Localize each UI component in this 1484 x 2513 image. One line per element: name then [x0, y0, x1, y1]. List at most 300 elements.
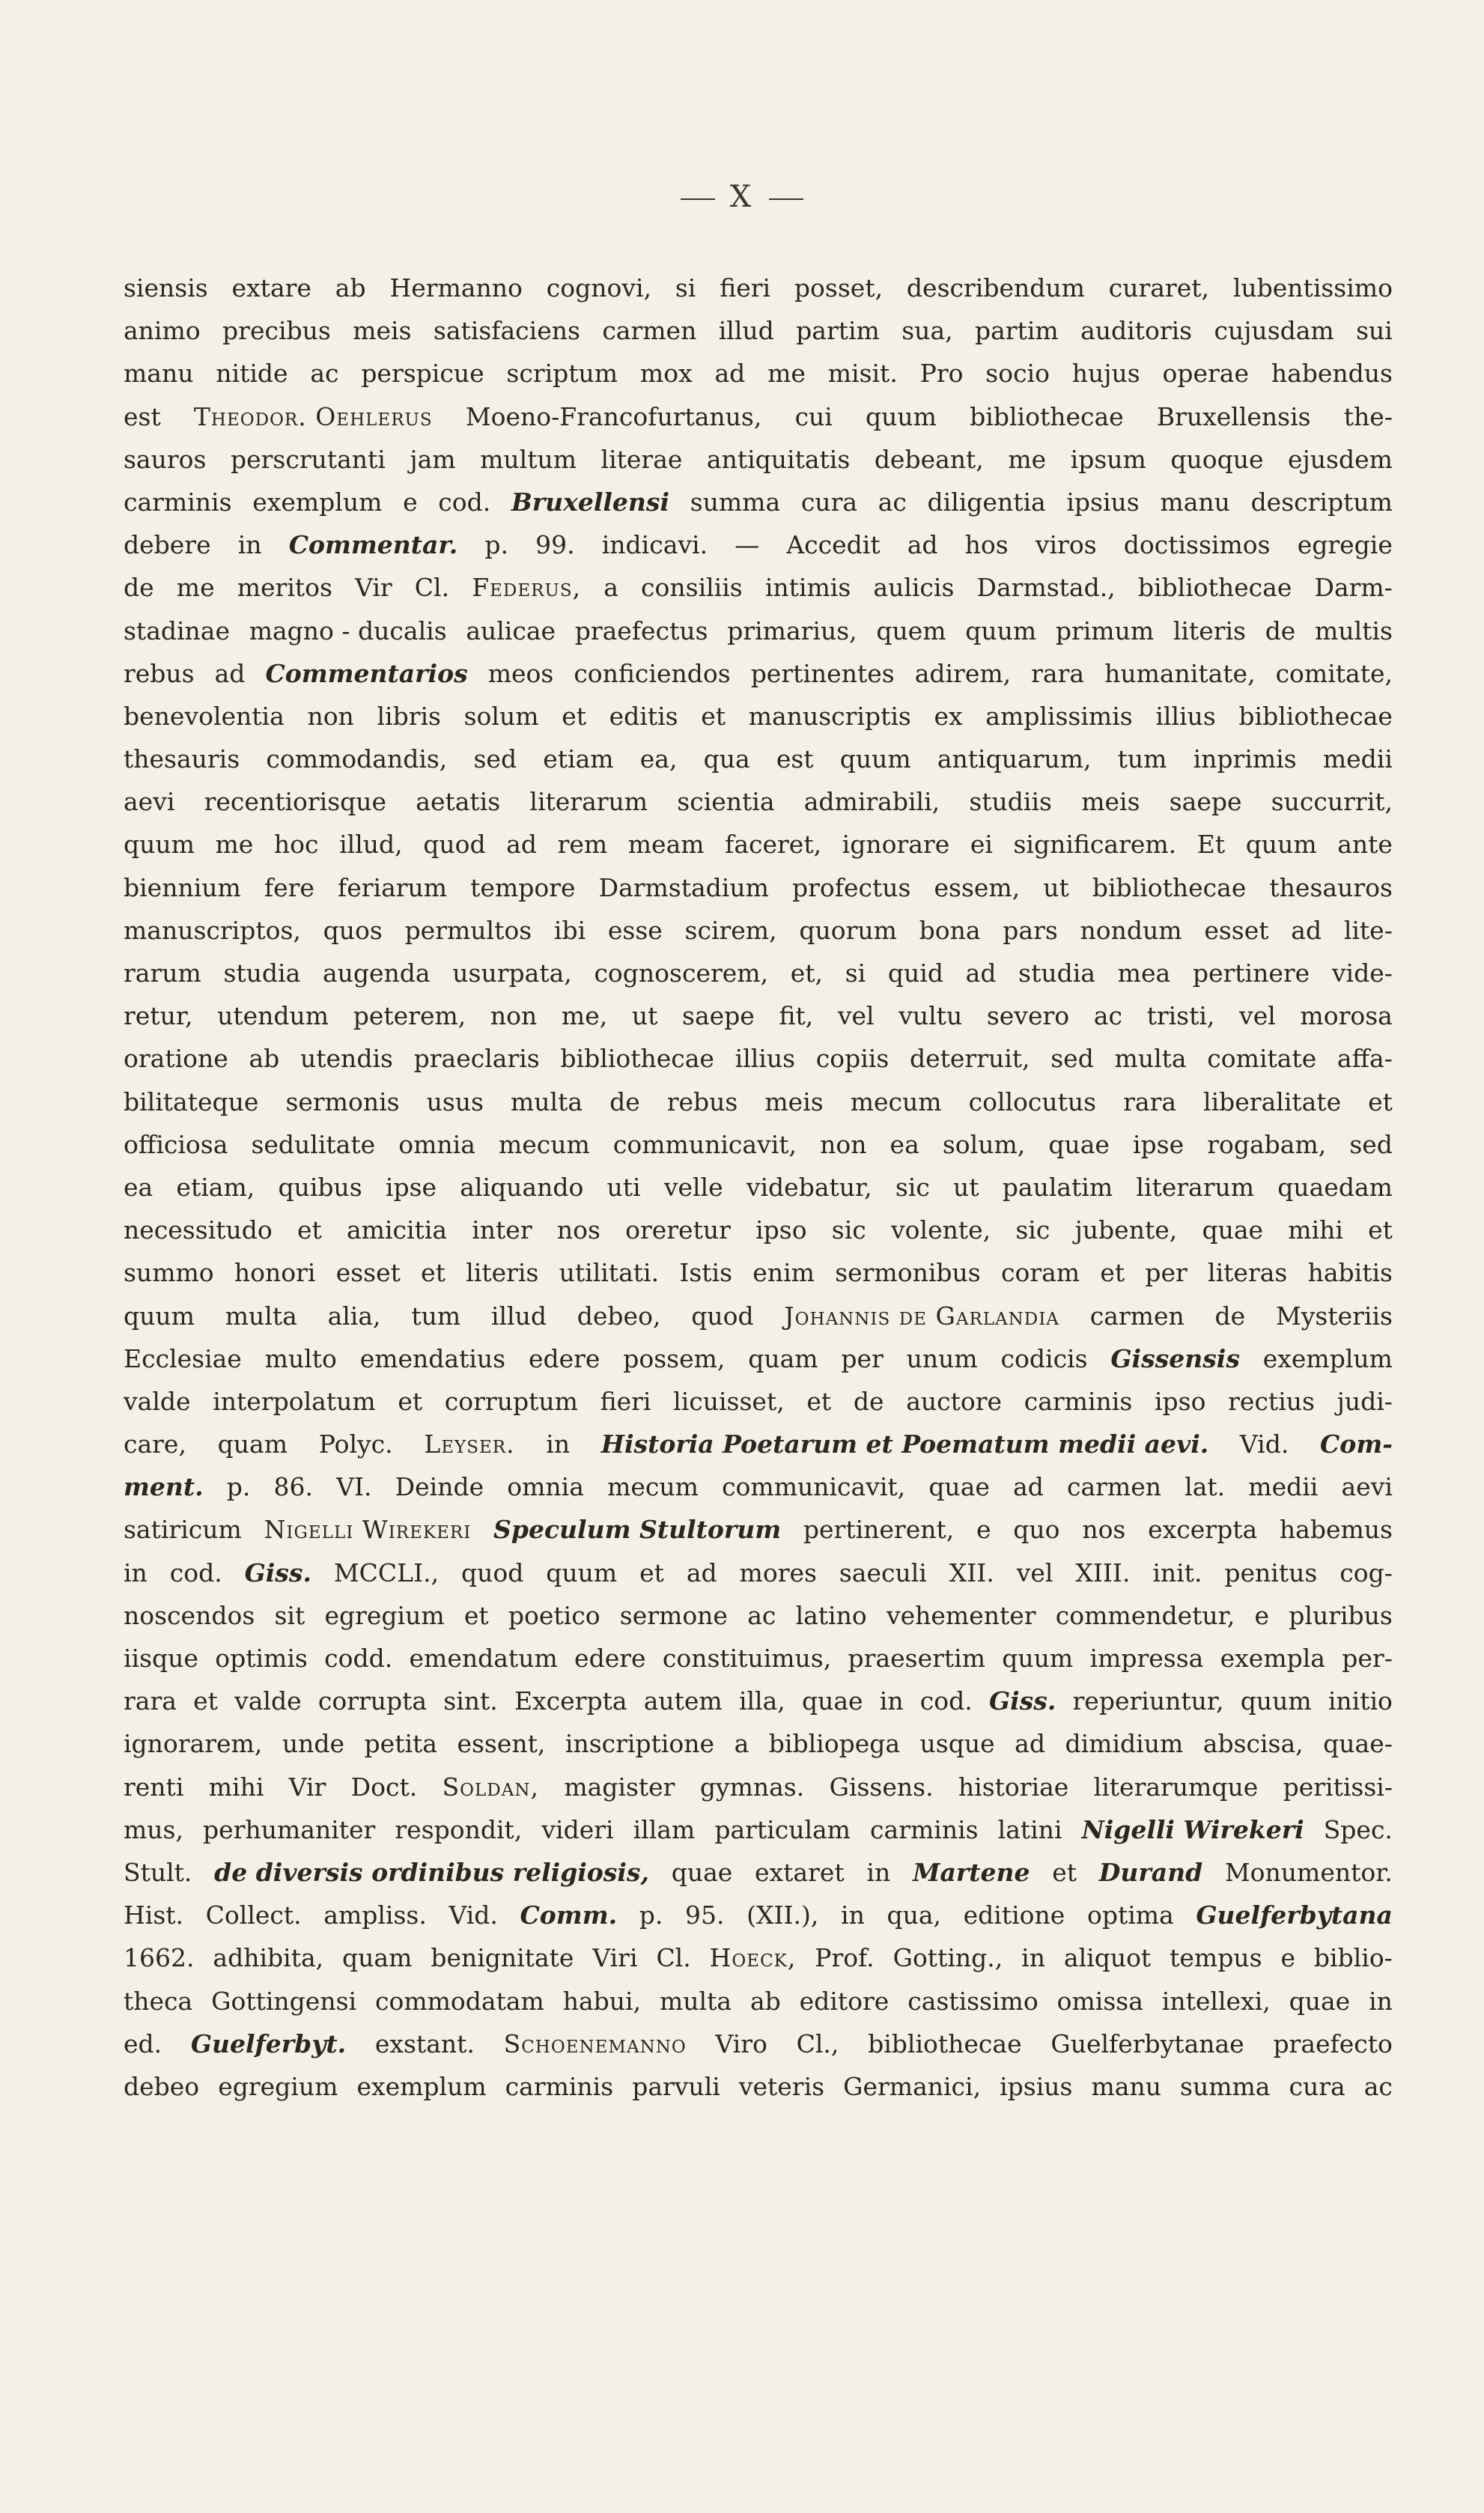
- word: bibliothecae: [1238, 701, 1393, 731]
- word: inprimis: [1193, 744, 1297, 774]
- text-line: [124, 273, 1393, 316]
- word: 95.: [685, 1900, 725, 1930]
- word: quaedam: [1277, 1172, 1393, 1202]
- word: honori: [234, 1258, 316, 1288]
- text-line: [124, 1001, 1393, 1044]
- word: adhibita,: [213, 1943, 324, 1973]
- word: peterem,: [353, 1001, 466, 1031]
- word: ante: [1337, 830, 1393, 860]
- word: Soldan,: [442, 1772, 539, 1802]
- word: carminis: [870, 1814, 979, 1844]
- word: —: [735, 530, 760, 560]
- word: siensis: [124, 273, 208, 303]
- word: pertinerent,: [803, 1515, 955, 1545]
- word: ad: [686, 1558, 717, 1587]
- word: multum: [480, 444, 577, 474]
- word: quae: [1048, 1129, 1110, 1159]
- word: tempus: [1170, 1943, 1262, 1973]
- word: de diversis ordinibus religiosis,: [214, 1857, 649, 1887]
- word: Vir: [288, 1772, 326, 1802]
- word: e: [976, 1515, 991, 1545]
- word: per-: [1342, 1644, 1393, 1673]
- word: dimidium: [1065, 1729, 1184, 1759]
- word: multa: [225, 1301, 297, 1331]
- word: rebus: [666, 1087, 738, 1116]
- text-line: [124, 1772, 1393, 1815]
- text-line: [124, 316, 1393, 359]
- word: Leyser.: [424, 1429, 515, 1459]
- word: initio: [1328, 1686, 1393, 1716]
- word: et: [193, 1686, 218, 1716]
- word: pars: [1003, 915, 1058, 945]
- word: misit.: [827, 359, 898, 389]
- word: in: [237, 530, 262, 560]
- word: Spec.: [1323, 1814, 1393, 1844]
- word: rara: [1123, 1087, 1177, 1116]
- word: me: [215, 830, 254, 860]
- word: manu: [124, 359, 194, 389]
- word: a: [603, 573, 618, 603]
- word: literae: [600, 444, 683, 474]
- word: summa: [690, 487, 781, 517]
- word: debere: [124, 530, 211, 560]
- word: nos: [556, 1215, 600, 1245]
- word: alia,: [327, 1301, 381, 1331]
- word: me: [767, 359, 806, 389]
- text-line: [124, 1344, 1393, 1387]
- word: literis: [466, 1258, 539, 1288]
- header-dash-left: [681, 198, 715, 200]
- word: Gissensis: [1110, 1343, 1240, 1373]
- word: per: [1145, 1258, 1187, 1288]
- word: mecum: [498, 1129, 590, 1159]
- word: ab: [749, 1986, 781, 2016]
- word: bilitateque: [124, 1087, 259, 1116]
- word: Collect.: [205, 1900, 302, 1930]
- word: jubente,: [1074, 1215, 1178, 1245]
- word: studiis: [969, 787, 1052, 817]
- word: sauros: [124, 444, 207, 474]
- word: comitate,: [1275, 658, 1393, 688]
- word: intimis: [764, 573, 851, 603]
- word: Mysteriis: [1275, 1301, 1393, 1331]
- word: carminis: [1024, 1386, 1133, 1416]
- word: lubentissimo: [1232, 273, 1393, 303]
- word: Doct.: [350, 1772, 418, 1802]
- word: summa: [1180, 2071, 1271, 2101]
- word: communicavit,: [722, 1472, 906, 1502]
- word: est: [124, 401, 161, 431]
- word: Johannis de Garlandia: [784, 1301, 1059, 1331]
- word: bibliothecae: [970, 401, 1124, 431]
- word: habemus: [1279, 1515, 1393, 1545]
- word: quam: [342, 1943, 413, 1973]
- word: medii: [1322, 744, 1393, 774]
- word: carminis: [124, 487, 232, 517]
- word: emendatum: [409, 1644, 558, 1673]
- word: ad: [907, 530, 938, 560]
- word: omnia: [398, 1129, 475, 1159]
- word: diligentia: [927, 487, 1046, 517]
- text-line: [124, 1815, 1393, 1858]
- word: ac: [878, 487, 907, 517]
- word: aetatis: [416, 787, 501, 817]
- word: adirem,: [914, 658, 1012, 688]
- word: officiosa: [124, 1129, 228, 1159]
- word: lat.: [1185, 1472, 1226, 1502]
- word: et: [562, 701, 586, 731]
- word: e: [1254, 1600, 1270, 1630]
- word: Gotting.,: [892, 1943, 1003, 1973]
- text-line: [124, 1301, 1393, 1344]
- word: Stult.: [124, 1857, 192, 1887]
- word: scirem,: [684, 915, 777, 945]
- word: particulam: [714, 1814, 851, 1844]
- word: et: [463, 1600, 489, 1630]
- word: habui,: [562, 1986, 642, 2016]
- word: ment.: [124, 1472, 204, 1502]
- word: de: [853, 1386, 884, 1416]
- word: theca: [124, 1986, 193, 2016]
- word: Giss.: [988, 1686, 1056, 1716]
- text-line: [124, 359, 1393, 401]
- word: Federus,: [472, 573, 582, 603]
- word: posset,: [794, 273, 884, 303]
- word: manu: [1160, 487, 1230, 517]
- word: Martene: [912, 1857, 1030, 1887]
- text-line: [124, 402, 1393, 445]
- word: usque: [919, 1729, 995, 1759]
- word: ab: [335, 273, 366, 303]
- text-line: [124, 487, 1393, 530]
- word: Giss.: [244, 1558, 311, 1587]
- word: corrupta: [317, 1686, 428, 1716]
- word: meritos: [237, 573, 332, 603]
- word: ad: [214, 658, 246, 688]
- word: usurpata,: [452, 958, 572, 988]
- text-line: [124, 2072, 1393, 2115]
- word: in: [879, 1686, 904, 1716]
- word: mox: [639, 359, 693, 389]
- word: consiliis: [641, 573, 743, 603]
- word: ejusdem: [1288, 444, 1393, 474]
- word: Excerpta: [514, 1686, 627, 1716]
- word: severo: [986, 1001, 1070, 1031]
- word: ampliss.: [323, 1900, 427, 1930]
- word: praeclaris: [413, 1044, 540, 1074]
- text-line: [124, 1858, 1393, 1900]
- word: carmen: [1067, 1472, 1162, 1502]
- word: Darm-: [1314, 573, 1393, 603]
- word: codd.: [324, 1644, 393, 1673]
- word: satisfaciens: [433, 316, 580, 346]
- word: quod: [691, 1301, 754, 1331]
- text-line: [124, 1258, 1393, 1301]
- word: tum: [1117, 744, 1167, 774]
- word: summo: [124, 1258, 214, 1288]
- text-line: [124, 1601, 1393, 1644]
- word: quam: [217, 1429, 288, 1459]
- word: mores: [739, 1558, 817, 1587]
- word: quum: [1240, 1686, 1312, 1716]
- word: esset: [1204, 915, 1269, 945]
- word: non: [307, 701, 354, 731]
- word: XII.: [949, 1558, 994, 1587]
- word: morosa: [1300, 1001, 1393, 1031]
- word: rara: [124, 1686, 177, 1716]
- word: sed: [473, 744, 517, 774]
- word: rarum: [124, 958, 201, 988]
- word: medii: [1248, 1472, 1319, 1502]
- word: et: [1052, 1857, 1077, 1887]
- word: Schoenemanno: [503, 2029, 687, 2058]
- word: recentiorisque: [204, 787, 387, 817]
- word: interpolatum: [213, 1386, 376, 1416]
- word: quum: [1002, 1644, 1074, 1673]
- word: ignorarem,: [124, 1729, 263, 1759]
- word: bona: [919, 915, 981, 945]
- word: paulatim: [1002, 1172, 1113, 1202]
- word: sermonibus: [835, 1258, 981, 1288]
- word: necessitudo: [124, 1215, 273, 1245]
- word: Darmstad.,: [976, 573, 1116, 603]
- word: in: [1369, 1986, 1393, 2016]
- word: ac: [747, 1600, 776, 1630]
- word: Germanici,: [843, 2071, 982, 2101]
- word: animo: [124, 316, 201, 346]
- word: quoque: [1170, 444, 1264, 474]
- text-line: [124, 1515, 1393, 1558]
- word: editore: [799, 1986, 890, 2016]
- word: non: [490, 1001, 538, 1031]
- word: carminis: [505, 2071, 614, 2101]
- word: inscriptione: [565, 1729, 715, 1759]
- word: XIII.: [1075, 1558, 1131, 1587]
- word: ad: [714, 359, 746, 389]
- word: aulicae: [466, 616, 556, 645]
- word: cognoscerem,: [594, 958, 769, 988]
- text-line: [124, 1044, 1393, 1087]
- word: amicitia: [346, 1215, 448, 1245]
- word: poetico: [508, 1600, 600, 1630]
- word: quid: [887, 958, 943, 988]
- word: et: [421, 1258, 445, 1288]
- word: socio: [985, 359, 1050, 389]
- word: et: [297, 1215, 322, 1245]
- text-line: [124, 1087, 1393, 1130]
- word: Durand: [1098, 1857, 1203, 1887]
- word: Accedit: [786, 530, 881, 560]
- word: Com-: [1320, 1429, 1393, 1459]
- word: literis: [1173, 616, 1246, 645]
- page-header: [0, 180, 1484, 214]
- word: quod: [461, 1558, 524, 1587]
- word: essem,: [934, 872, 1021, 902]
- word: descriptum: [1250, 487, 1393, 517]
- word: magister: [564, 1772, 675, 1802]
- word: viros: [1035, 530, 1097, 560]
- text-line: [124, 1173, 1393, 1215]
- text-line: [124, 573, 1393, 616]
- word: Bruxellensi: [511, 487, 670, 517]
- word: tristi,: [1146, 1001, 1215, 1031]
- word: etiam,: [176, 1172, 255, 1202]
- word: p.: [639, 1900, 663, 1930]
- text-line: [124, 1729, 1393, 1772]
- word: corruptum: [444, 1386, 578, 1416]
- word: manuscriptos,: [124, 915, 301, 945]
- word: e: [403, 487, 418, 517]
- word: multo: [264, 1343, 337, 1373]
- word: illam: [633, 1814, 696, 1844]
- word: quum: [124, 1301, 195, 1331]
- word: sint.: [443, 1686, 498, 1716]
- word: communicavit,: [612, 1129, 797, 1159]
- word: Pro: [919, 359, 964, 389]
- text-line: [124, 1130, 1393, 1173]
- header-dash-right: [769, 198, 803, 200]
- word: debeo: [124, 2071, 200, 2101]
- word: describendum: [906, 273, 1085, 303]
- word: commodatam: [374, 1986, 544, 2016]
- word: rem: [557, 830, 608, 860]
- word: extare: [231, 273, 311, 303]
- word: ad: [1015, 1729, 1045, 1759]
- word: ac: [1363, 2071, 1393, 2101]
- word: extaret: [755, 1857, 845, 1887]
- word: profectus: [791, 872, 911, 902]
- word: iisque: [124, 1644, 198, 1673]
- word: egregium: [218, 2071, 338, 2101]
- word: perscrutanti: [230, 444, 386, 474]
- word: omnia: [507, 1472, 584, 1502]
- word: et: [398, 1386, 423, 1416]
- word: Istis: [679, 1258, 733, 1288]
- word: ei: [970, 830, 993, 860]
- word: fere: [264, 872, 314, 902]
- word: sed: [1349, 1129, 1393, 1159]
- word: literarumque: [1093, 1772, 1259, 1802]
- word: in: [866, 1857, 891, 1887]
- word: non: [820, 1129, 867, 1159]
- word: manuscriptis: [748, 701, 911, 731]
- word: quum: [965, 616, 1037, 645]
- word: thesauros: [1269, 872, 1393, 902]
- word: enim: [752, 1258, 815, 1288]
- word: ea: [890, 1129, 919, 1159]
- word: init.: [1152, 1558, 1202, 1587]
- word: respondit,: [395, 1814, 523, 1844]
- word: auctore: [906, 1386, 1003, 1416]
- word: aulicis: [873, 573, 955, 603]
- word: literarum: [1136, 1172, 1255, 1202]
- word: faceret,: [725, 830, 822, 860]
- word: codicis: [1000, 1343, 1088, 1373]
- word: precibus: [222, 316, 331, 346]
- word: omissa: [1056, 1986, 1143, 2016]
- word: Vid.: [448, 1900, 498, 1930]
- word: Gissens.: [829, 1772, 934, 1802]
- word: exstant.: [374, 2029, 475, 2058]
- word: ipse: [1133, 1129, 1185, 1159]
- word: biennium: [124, 872, 241, 902]
- word: the-: [1343, 401, 1393, 431]
- word: perhumaniter: [203, 1814, 376, 1844]
- word: Deinde: [395, 1472, 484, 1502]
- word: aliquot: [1063, 1943, 1152, 1973]
- word: quum: [124, 830, 195, 860]
- word: partim: [796, 316, 880, 346]
- word: curaret,: [1108, 273, 1209, 303]
- word: intellexi,: [1161, 1986, 1271, 2016]
- word: illud: [718, 316, 774, 346]
- word: qua,: [887, 1900, 942, 1930]
- word: usus: [426, 1087, 484, 1116]
- word: exempla: [1220, 1644, 1325, 1673]
- word: Polyc.: [318, 1429, 393, 1459]
- word: lite-: [1343, 915, 1393, 945]
- word: tempore: [470, 872, 576, 902]
- word: rebus: [124, 658, 195, 688]
- word: in: [841, 1900, 865, 1930]
- word: illius: [735, 1044, 796, 1074]
- word: primum: [1055, 616, 1155, 645]
- word: praesertim: [848, 1644, 985, 1673]
- word: fieri: [720, 273, 771, 303]
- word: nondum: [1080, 915, 1182, 945]
- word: de: [1265, 616, 1296, 645]
- word: quum: [866, 401, 937, 431]
- word: Moeno-Francofurtanus,: [465, 401, 762, 431]
- word: pluribus: [1289, 1600, 1393, 1630]
- text-line: [124, 744, 1393, 787]
- word: permultos: [404, 915, 532, 945]
- word: quae: [801, 1686, 863, 1716]
- word: quae: [1202, 1215, 1264, 1245]
- word: bibliothecae: [1092, 872, 1247, 902]
- word: magno - ducalis: [249, 616, 447, 645]
- word: ea: [124, 1172, 153, 1202]
- word: Bruxellensis: [1156, 401, 1311, 431]
- text-line: [124, 702, 1393, 744]
- word: sed: [1050, 1044, 1094, 1074]
- word: Commentarios: [265, 658, 468, 688]
- word: de: [609, 1087, 640, 1116]
- word: sic: [831, 1215, 866, 1245]
- word: illud,: [339, 830, 403, 860]
- word: et: [701, 701, 726, 731]
- word: rectius: [1228, 1386, 1315, 1416]
- word: me: [1008, 444, 1047, 474]
- word: utendum: [217, 1001, 329, 1031]
- word: meis: [353, 316, 412, 346]
- word: admirabili,: [803, 787, 940, 817]
- word: a: [734, 1729, 749, 1759]
- word: rara: [1031, 658, 1085, 688]
- word: valde: [234, 1686, 302, 1716]
- word: historiae: [958, 1772, 1069, 1802]
- word: hos: [964, 530, 1009, 560]
- text-line: [124, 1558, 1393, 1601]
- word: 86.: [273, 1472, 314, 1502]
- word: cura: [1289, 2071, 1345, 2101]
- body-text: [124, 273, 1393, 2115]
- word: rogabam,: [1207, 1129, 1327, 1159]
- word: ad: [965, 958, 997, 988]
- word: ibi: [553, 915, 586, 945]
- word: augenda: [322, 958, 431, 988]
- word: succurrit,: [1271, 787, 1393, 817]
